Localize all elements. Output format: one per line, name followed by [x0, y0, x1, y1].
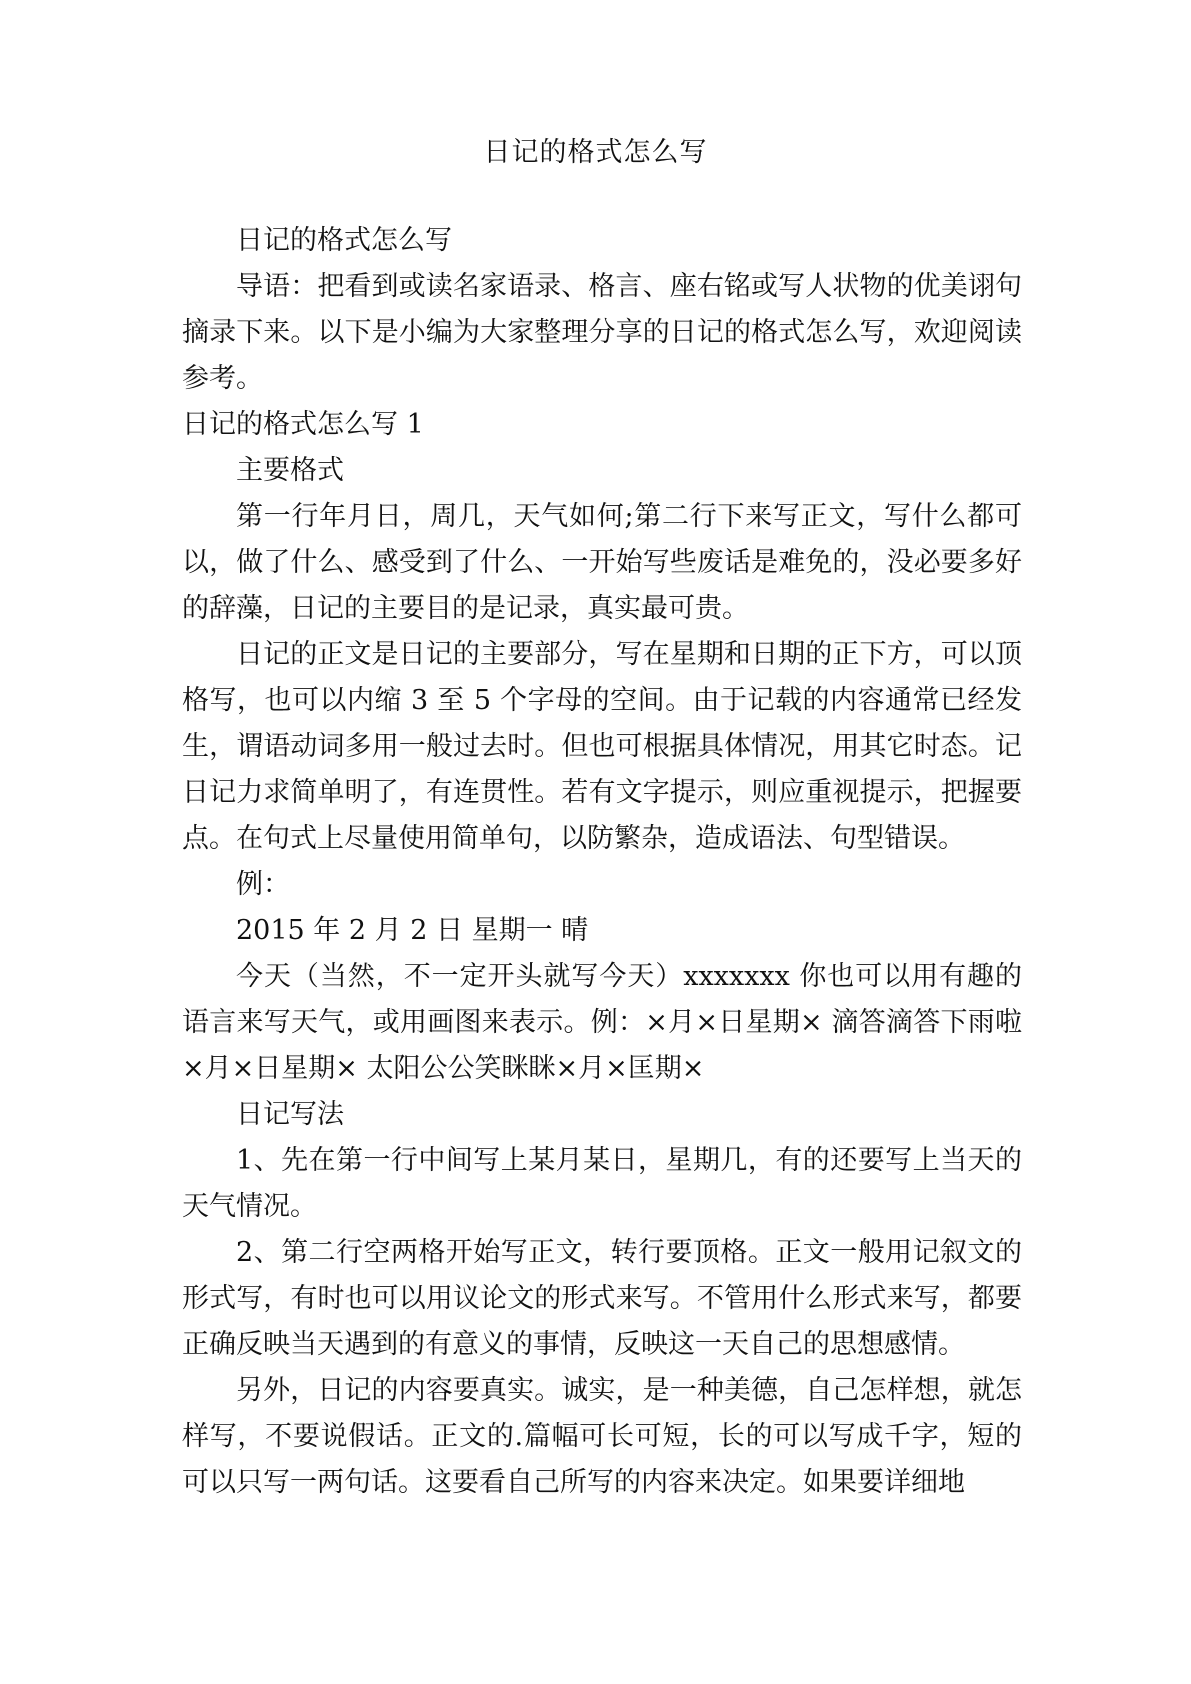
example-date-line: 2015 年 2 月 2 日 星期一 晴	[236, 915, 589, 946]
paragraph-step-2: 2、第二行空两格开始写正文，转行要顶格。正文一般用记叙文的形式写，有时也可以用议论文的形式来写。不管用什么形式来写，都要正确反映当天遇到的有意义的事情，反映这一天自己的思想感情。	[182, 1237, 1022, 1360]
paragraph-intro: 导语：把看到或读名家语录、格言、座右铭或写人状物的优美诩句摘录下来。以下是小编为大家整理分享的日记的格式怎么写，欢迎阅读参考。	[182, 271, 1022, 394]
paragraph-body-section: 日记的正文是日记的主要部分，写在星期和日期的正下方，可以顶格写，也可以内缩 3 至 5 个字母的空间。由于记载的内容通常已经发生，谓语动词多用一般过去时。但也可根据具体情况，用其它时态。记日记力求简单明了，有连贯性。若有文字提示，则应重视提示，把握要点。在句式上尽量使用简单句，以防繁杂，造成语法、句型错误。	[182, 639, 1022, 854]
example-label: 例：	[236, 869, 290, 900]
subheading-writing-method: 日记写法	[236, 1099, 344, 1130]
document-body	[182, 218, 1022, 1506]
paragraph-heading-repeat: 日记的格式怎么写	[236, 225, 452, 256]
paragraph-format-lines: 第一行年月日，周几，天气如何;第二行下来写正文，写什么都可以，做了什么、感受到了什么、一开始写些废话是难免的，没必要多好的辞藻，日记的主要目的是记录，真实最可贵。	[182, 501, 1022, 624]
section-heading-1: 日记的格式怎么写 1	[182, 409, 424, 440]
paragraph-authenticity: 另外，日记的内容要真实。诚实，是一种美德，自己怎样想，就怎样写，不要说假话。正文的.篇幅可长可短，长的可以写成千字，短的可以只写一两句话。这要看自己所写的内容来决定。如果要详细地	[182, 1375, 1022, 1498]
subheading-main-format: 主要格式	[236, 455, 344, 486]
paragraph-example-weather: 今天（当然，不一定开头就写今天）xxxxxxx 你也可以用有趣的语言来写天气，或用画图来表示。例：×月×日星期× 滴答滴答下雨啦×月×日星期× 太阳公公笑眯眯×月×匡期×	[182, 961, 1022, 1084]
document-title: 日记的格式怎么写	[483, 137, 708, 168]
paragraph-step-1: 1、先在第一行中间写上某月某日，星期几，有的还要写上当天的天气情况。	[182, 1145, 1022, 1222]
